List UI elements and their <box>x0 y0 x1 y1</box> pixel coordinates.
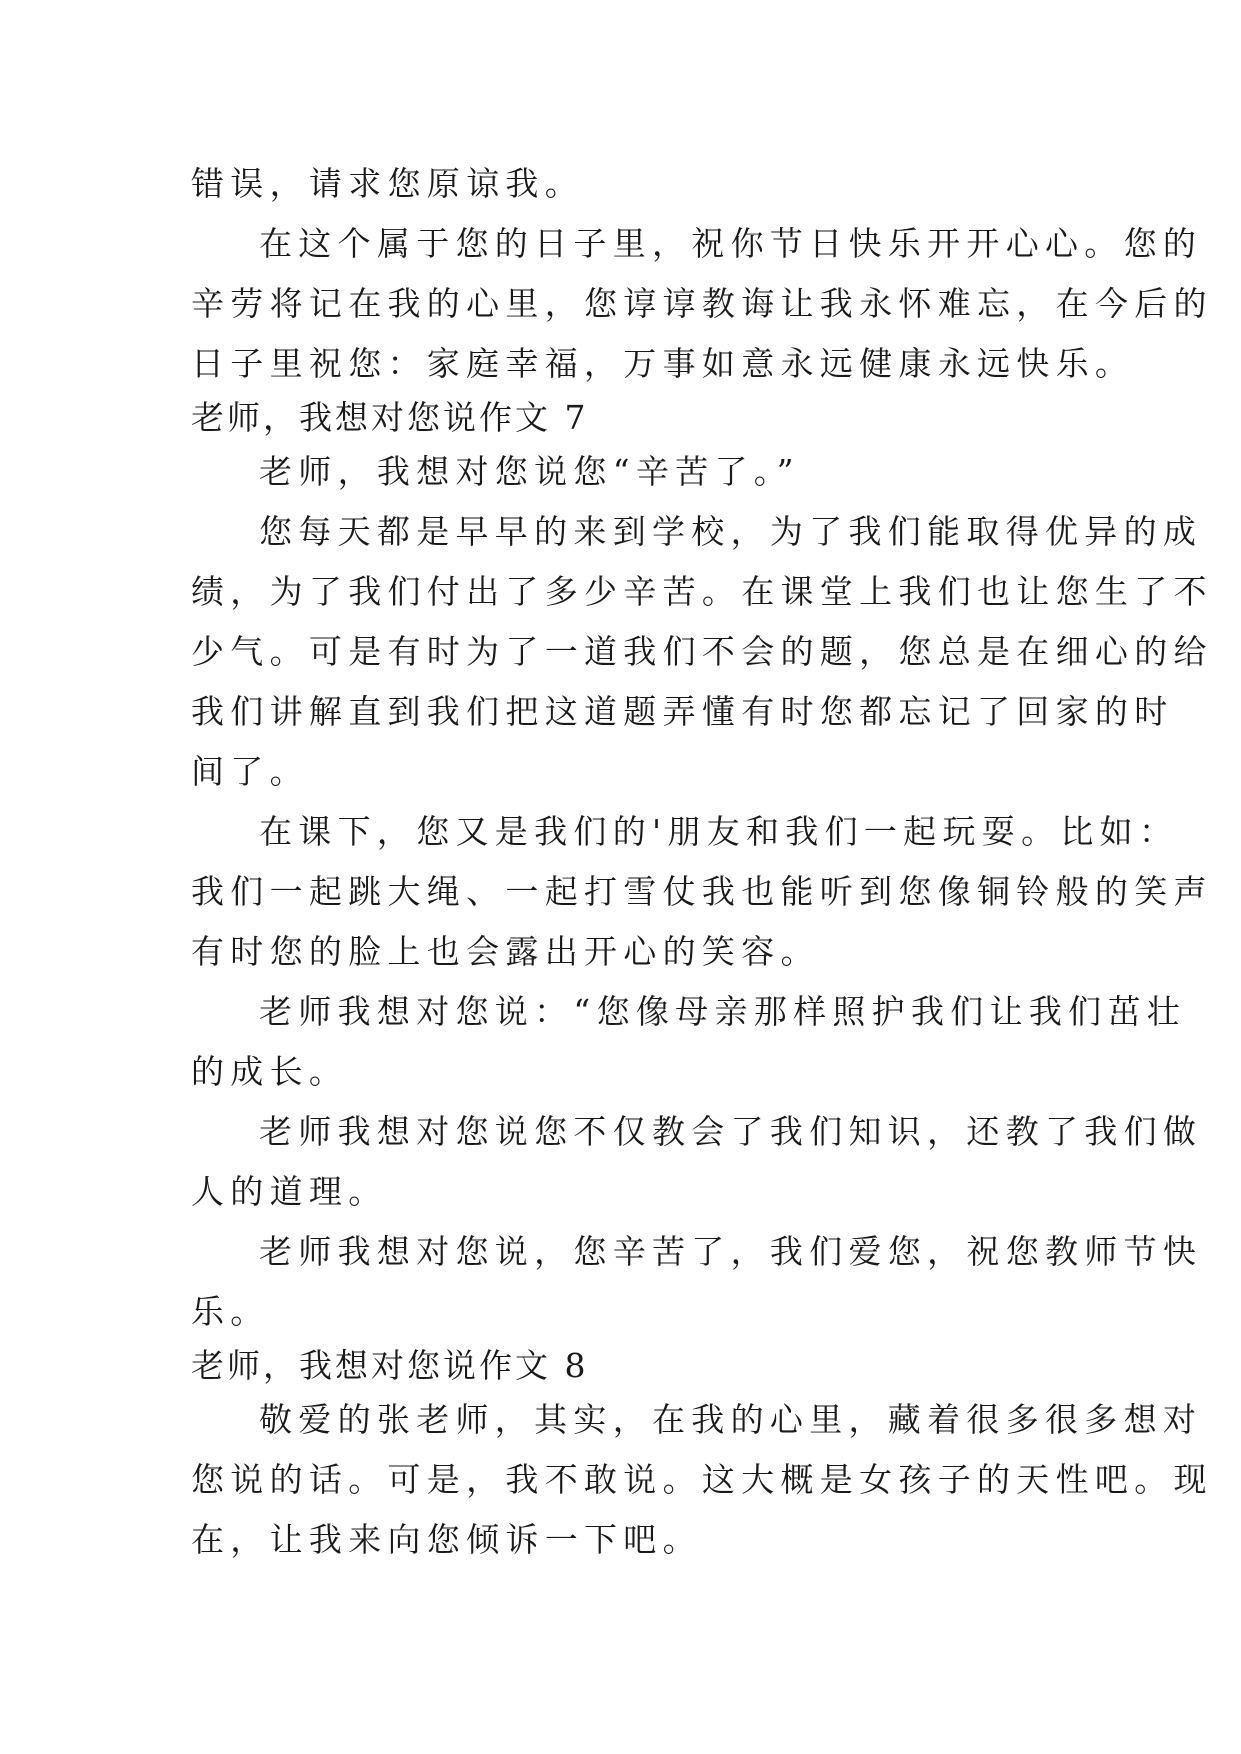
paragraph-line: 日子里祝您：家庭幸福，万事如意永远健康永远快乐。 <box>191 344 1135 383</box>
paragraph-line: 错误，请求您原谅我。 <box>191 164 584 203</box>
paragraph-line: 间了。 <box>191 752 309 791</box>
paragraph-line: 在这个属于您的日子里，祝你节日快乐开开心心。您的 <box>259 224 1203 263</box>
paragraph-line: 老师，我想对您说您“辛苦了。” <box>259 452 800 491</box>
paragraph-line: 人的道理。 <box>191 1172 388 1211</box>
paragraph-line: 老师我想对您说：“您像母亲那样照护我们让我们茁壮 <box>259 992 1187 1031</box>
paragraph-line: 在课下，您又是我们的'朋友和我们一起玩耍。比如： <box>259 812 1179 851</box>
paragraph-line: 老师我想对您说您不仅教会了我们知识，还教了我们做 <box>259 1112 1203 1151</box>
paragraph-line: 辛劳将记在我的心里，您谆谆教诲让我永怀难忘，在今后的 <box>191 284 1213 323</box>
paragraph-line: 在，让我来向您倾诉一下吧。 <box>191 1520 702 1559</box>
paragraph-line: 绩，为了我们付出了多少辛苦。在课堂上我们也让您生了不 <box>191 572 1213 611</box>
paragraph-line: 少气。可是有时为了一道我们不会的题，您总是在细心的给 <box>191 632 1213 671</box>
section-heading: 老师，我想对您说作文 7 <box>191 398 589 437</box>
section-heading: 老师，我想对您说作文 8 <box>191 1346 589 1385</box>
paragraph-line: 您说的话。可是，我不敢说。这大概是女孩子的天性吧。现 <box>191 1460 1213 1499</box>
paragraph-line: 乐。 <box>191 1292 270 1331</box>
paragraph-line: 敬爱的张老师，其实，在我的心里，藏着很多很多想对 <box>259 1400 1203 1439</box>
document-page <box>191 154 1213 1570</box>
paragraph-line: 我们一起跳大绳、一起打雪仗我也能听到您像铜铃般的笑声 <box>191 872 1213 911</box>
paragraph-line: 的成长。 <box>191 1052 349 1091</box>
paragraph-line: 有时您的脸上也会露出开心的笑容。 <box>191 932 820 971</box>
paragraph-line: 老师我想对您说，您辛苦了，我们爱您，祝您教师节快 <box>259 1232 1203 1271</box>
paragraph-line: 我们讲解直到我们把这道题弄懂有时您都忘记了回家的时 <box>191 692 1174 731</box>
paragraph-line: 您每天都是早早的来到学校，为了我们能取得优异的成 <box>259 512 1203 551</box>
